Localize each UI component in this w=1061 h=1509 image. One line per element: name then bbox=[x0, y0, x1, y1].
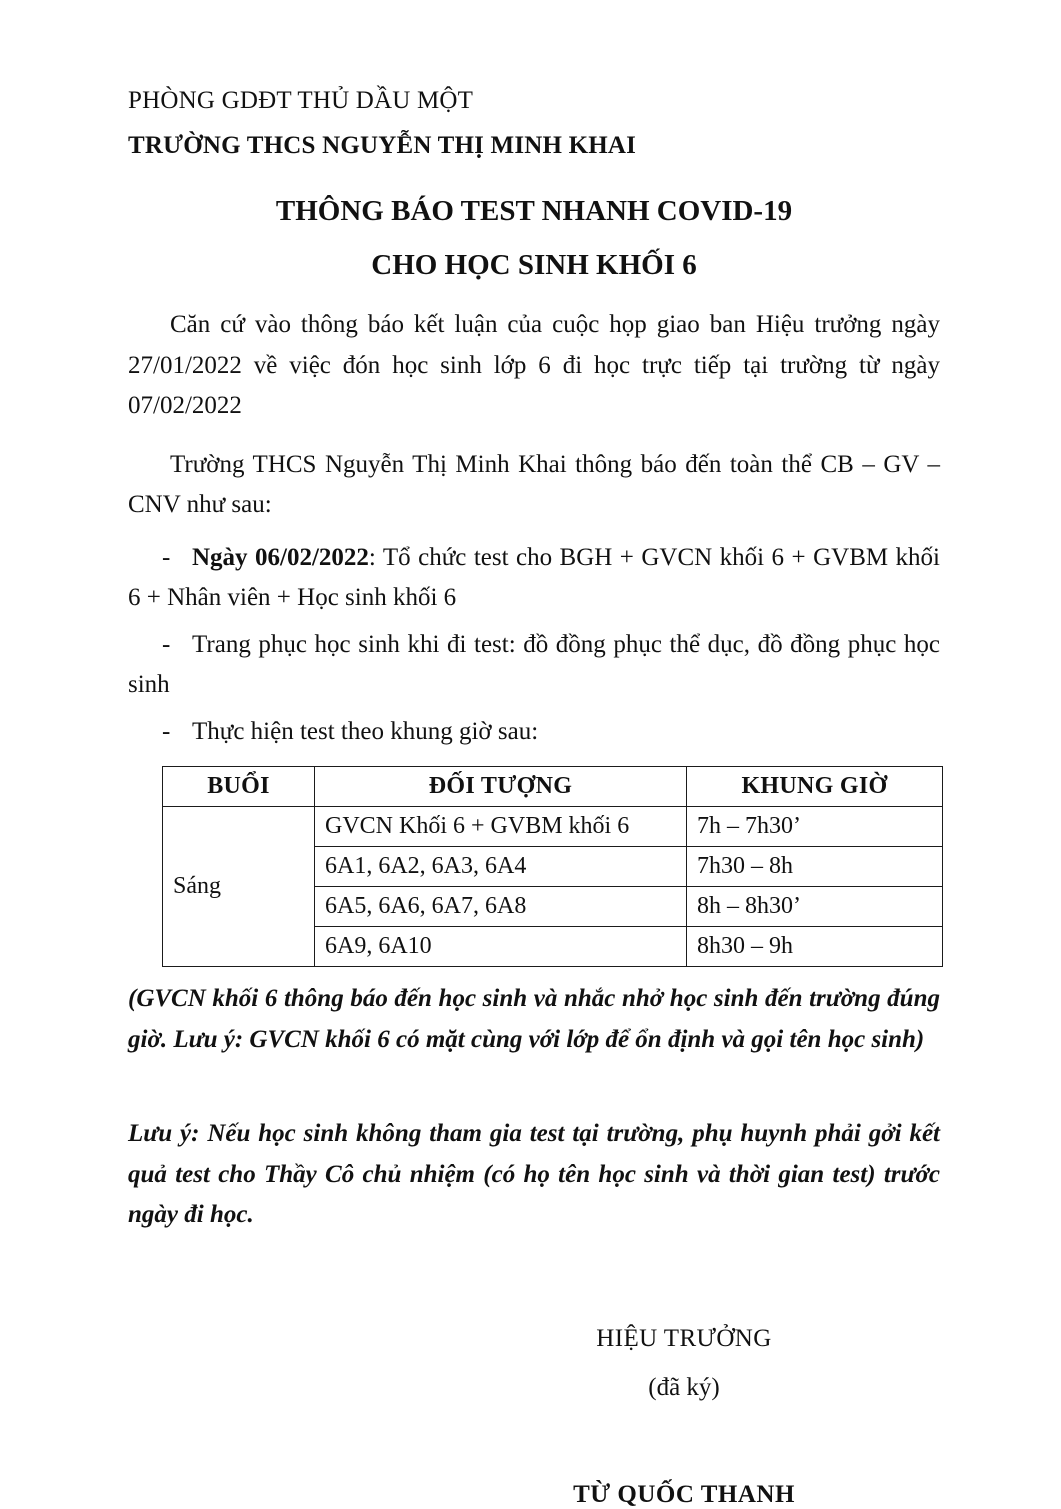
issuing-department: PHÒNG GDĐT THỦ DẦU MỘT bbox=[128, 87, 474, 114]
test-date-bold: Ngày 06/02/2022 bbox=[192, 543, 369, 571]
note-parents-attention: Lưu ý: Nếu học sinh không tham gia test tại trường, phụ huynh phải gởi kết quả test cho Thầy Cô chủ nhiệm (có họ tên học sinh và thời gian test) trước ngày đi học. bbox=[128, 1120, 940, 1228]
dash-marker-icon: - bbox=[162, 717, 171, 745]
column-header-time: KHUNG GIỜ bbox=[687, 767, 943, 807]
signer-name: TỪ QUỐC THANH bbox=[573, 1480, 795, 1508]
cell-subject: 6A9, 6A10 bbox=[315, 927, 687, 967]
uniform-text: Trang phục học sinh khi đi test: đồ đồng phục thể dục, đồ đồng phục học sinh bbox=[128, 630, 940, 698]
dash-marker-icon: - bbox=[162, 543, 171, 571]
instruction-list bbox=[128, 538, 940, 753]
column-header-period: BUỔI bbox=[163, 767, 315, 807]
cell-subject: GVCN Khối 6 + GVBM khối 6 bbox=[315, 807, 687, 847]
dash-marker-icon: - bbox=[162, 630, 171, 658]
intro-paragraph-announcement: Trường THCS Nguyễn Thị Minh Khai thông báo đến toàn thể CB – GV – CNV như sau: bbox=[128, 450, 940, 518]
cell-time: 7h30 – 8h bbox=[687, 847, 943, 887]
list-item-timeslot bbox=[128, 712, 940, 753]
table-row bbox=[163, 807, 943, 847]
schedule-table bbox=[162, 766, 943, 967]
signed-note: (đã ký) bbox=[648, 1374, 720, 1401]
table-header-row bbox=[163, 767, 943, 807]
letterhead bbox=[128, 84, 940, 162]
cell-time: 8h30 – 9h bbox=[687, 927, 943, 967]
cell-period-morning: Sáng bbox=[163, 807, 315, 967]
cell-subject: 6A1, 6A2, 6A3, 6A4 bbox=[315, 847, 687, 887]
cell-time: 8h – 8h30’ bbox=[687, 887, 943, 927]
list-item-uniform bbox=[128, 625, 940, 706]
page-title-line-1: THÔNG BÁO TEST NHANH COVID-19 bbox=[275, 195, 793, 227]
intro-paragraph-basis: Căn cứ vào thông báo kết luận của cuộc họp giao ban Hiệu trưởng ngày 27/01/2022 về việc đón học sinh lớp 6 đi học trực tiếp tại trường từ ngày 07/02/2022 bbox=[128, 311, 940, 419]
note-homeroom-teachers: (GVCN khối 6 thông báo đến học sinh và nhắc nhở học sinh đến trường đúng giờ. Lưu ý: GVCN khối 6 có mặt cùng với lớp để ổn định và gọi tên học sinh) bbox=[128, 985, 940, 1053]
list-item-test-date bbox=[128, 538, 940, 619]
test-date-detail: : Tổ chức test cho BGH + GVCN khối 6 + GVBM khối 6 + Nhân viên + Học sinh khối 6 bbox=[128, 543, 941, 611]
document-content bbox=[128, 84, 940, 1509]
page-title-line-2: CHO HỌC SINH KHỐI 6 bbox=[371, 248, 697, 281]
signature-block bbox=[128, 1320, 940, 1509]
column-header-subject: ĐỐI TƯỢNG bbox=[315, 767, 687, 807]
schedule-table-wrapper bbox=[162, 766, 942, 967]
cell-subject: 6A5, 6A6, 6A7, 6A8 bbox=[315, 887, 687, 927]
timeslot-text: Thực hiện test theo khung giờ sau: bbox=[192, 717, 539, 745]
school-name: TRƯỜNG THCS NGUYỄN THỊ MINH KHAI bbox=[128, 132, 637, 159]
signer-role: HIỆU TRƯỞNG bbox=[596, 1324, 772, 1352]
cell-time: 7h – 7h30’ bbox=[687, 807, 943, 847]
